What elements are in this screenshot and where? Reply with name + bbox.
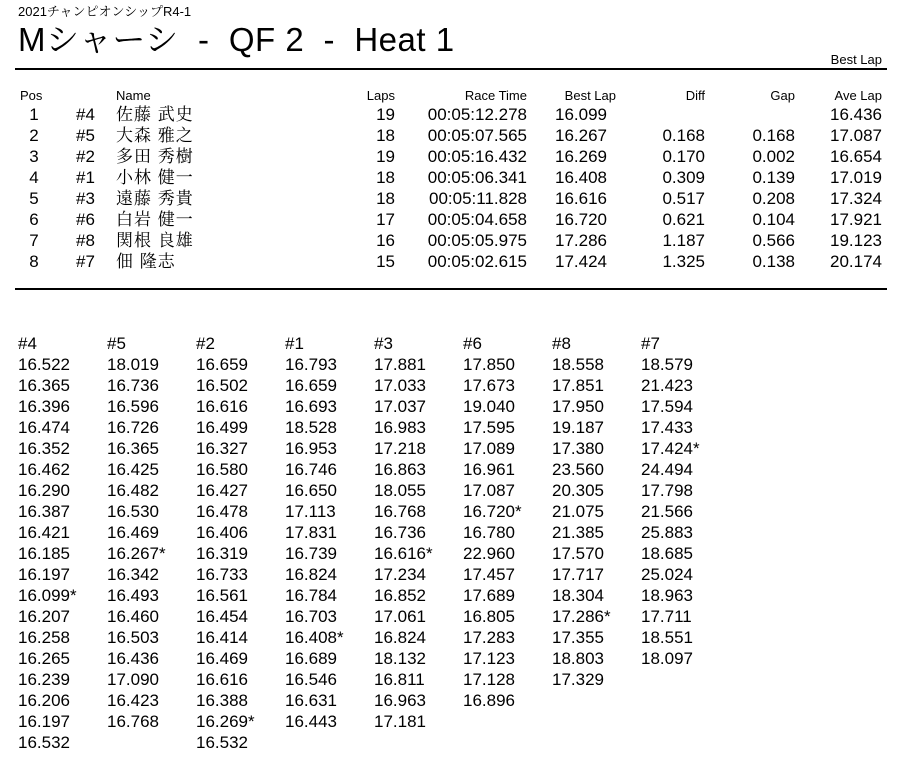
- lap-time: 16.720*: [463, 502, 522, 521]
- lap-time: 17.950: [552, 397, 604, 416]
- race-time: 00:05:04.658: [427, 210, 527, 229]
- lap-time: 17.594: [641, 397, 693, 416]
- lap-time: 16.768: [107, 712, 159, 731]
- driver-name: 関根 良雄: [116, 231, 194, 250]
- car-number: #2: [76, 147, 95, 166]
- col-header-ave-lap: Ave Lap: [834, 88, 882, 103]
- lap-time: 16.739: [285, 544, 337, 563]
- lap-time: 17.061: [374, 607, 426, 626]
- car-number: #8: [76, 231, 95, 250]
- lap-time: 16.650: [285, 481, 337, 500]
- lap-time: 16.408*: [285, 628, 344, 647]
- lap-time: 17.234: [374, 565, 426, 584]
- lap-time: 16.197: [18, 565, 70, 584]
- lap-time: 17.123: [463, 649, 515, 668]
- lap-time: 19.040: [463, 397, 515, 416]
- result-row: [0, 209, 900, 230]
- average-lap: 17.087: [830, 126, 882, 145]
- car-number: #7: [76, 252, 95, 271]
- lap-time: 17.128: [463, 670, 515, 689]
- best-lap: 16.269: [555, 147, 607, 166]
- lap-time: 16.852: [374, 586, 426, 605]
- diff: 0.168: [662, 126, 705, 145]
- lap-time: 16.265: [18, 649, 70, 668]
- result-row: [0, 167, 900, 188]
- lap-time: 16.478: [196, 502, 248, 521]
- lap-count: 18: [376, 168, 395, 187]
- lap-time: 17.798: [641, 481, 693, 500]
- driver-name: 白岩 健一: [116, 210, 194, 229]
- driver-name: 遠藤 秀貴: [116, 189, 194, 208]
- lap-time: 24.494: [641, 460, 693, 479]
- lap-time: 16.580: [196, 460, 248, 479]
- lap-time: 17.113: [285, 502, 336, 521]
- lap-times-column: [374, 333, 464, 732]
- lap-time: 17.087: [463, 481, 515, 500]
- lap-times-column: [552, 333, 642, 690]
- lap-count: 15: [376, 252, 395, 271]
- lap-time: 18.528: [285, 418, 337, 437]
- lap-column-car-number: #6: [463, 334, 482, 353]
- lap-time: 16.365: [107, 439, 159, 458]
- lap-time: 16.631: [285, 691, 337, 710]
- lap-time: 18.304: [552, 586, 604, 605]
- lap-time: 17.329: [552, 670, 604, 689]
- lap-time: 18.579: [641, 355, 693, 374]
- lap-time: 16.387: [18, 502, 70, 521]
- lap-time: 16.099*: [18, 586, 77, 605]
- lap-time: 16.406: [196, 523, 248, 542]
- col-header-gap: Gap: [770, 88, 795, 103]
- lap-time: 16.469: [107, 523, 159, 542]
- position: 2: [29, 126, 39, 145]
- lap-count: 18: [376, 189, 395, 208]
- lap-time: 18.055: [374, 481, 426, 500]
- lap-time: 18.803: [552, 649, 604, 668]
- result-row: [0, 188, 900, 209]
- lap-time: 16.824: [374, 628, 426, 647]
- position: 4: [29, 168, 39, 187]
- lap-time: 18.019: [107, 355, 159, 374]
- lap-time: 18.558: [552, 355, 604, 374]
- lap-time: 17.457: [463, 565, 515, 584]
- car-number: #5: [76, 126, 95, 145]
- lap-time: 16.784: [285, 586, 337, 605]
- lap-time: 17.850: [463, 355, 515, 374]
- diff: 1.187: [662, 231, 705, 250]
- lap-time: 18.097: [641, 649, 693, 668]
- lap-time: 16.963: [374, 691, 426, 710]
- lap-time: 16.436: [107, 649, 159, 668]
- position: 1: [29, 105, 39, 124]
- lap-time: 17.595: [463, 418, 515, 437]
- lap-time: 16.522: [18, 355, 70, 374]
- lap-time: 25.883: [641, 523, 693, 542]
- lap-time: 16.659: [196, 355, 248, 374]
- lap-time: 17.689: [463, 586, 515, 605]
- gap: 0.168: [752, 126, 795, 145]
- race-time: 00:05:06.341: [427, 168, 527, 187]
- col-header-laps: Laps: [366, 88, 395, 103]
- lap-count: 17: [376, 210, 395, 229]
- lap-time: 16.616: [196, 670, 248, 689]
- lap-time: 16.493: [107, 586, 159, 605]
- col-header-pos: Pos: [20, 88, 43, 103]
- lap-time: 16.443: [285, 712, 337, 731]
- lap-times-column: [463, 333, 553, 711]
- lap-time: 17.717: [552, 565, 604, 584]
- lap-time: 17.570: [552, 544, 604, 563]
- result-row: [0, 230, 900, 251]
- lap-time: 17.181: [374, 712, 426, 731]
- lap-times-column: [641, 333, 731, 669]
- lap-time: 16.983: [374, 418, 426, 437]
- lap-column-car-number: #2: [196, 334, 215, 353]
- lap-time: 19.187: [552, 418, 604, 437]
- diff: 0.170: [662, 147, 705, 166]
- lap-time: 16.197: [18, 712, 70, 731]
- lap-time: 16.207: [18, 607, 70, 626]
- lap-time: 17.380: [552, 439, 604, 458]
- lap-time: 16.689: [285, 649, 337, 668]
- lap-time: 23.560: [552, 460, 604, 479]
- lap-time: 21.075: [552, 502, 604, 521]
- lap-time: 17.433: [641, 418, 693, 437]
- best-lap: 16.616: [555, 189, 607, 208]
- best-lap-label: Best Lap: [830, 52, 882, 67]
- best-lap: 17.424: [555, 252, 607, 271]
- lap-time: 16.185: [18, 544, 70, 563]
- lap-time: 16.811: [374, 670, 425, 689]
- lap-time: 16.961: [463, 460, 515, 479]
- lap-time: 16.546: [285, 670, 337, 689]
- position: 5: [29, 189, 39, 208]
- lap-time: 16.319: [196, 544, 248, 563]
- lap-time: 16.425: [107, 460, 159, 479]
- gap: 0.566: [752, 231, 795, 250]
- lap-time: 16.206: [18, 691, 70, 710]
- position: 8: [29, 252, 39, 271]
- lap-column-car-number: #7: [641, 334, 660, 353]
- lap-time: 16.239: [18, 670, 70, 689]
- diff: 1.325: [662, 252, 705, 271]
- diff: 0.517: [662, 189, 705, 208]
- result-row: [0, 104, 900, 125]
- lap-time: 16.352: [18, 439, 70, 458]
- position: 3: [29, 147, 39, 166]
- lap-time: 16.365: [18, 376, 70, 395]
- race-time: 00:05:02.615: [427, 252, 527, 271]
- lap-column-car-number: #4: [18, 334, 37, 353]
- lap-time: 16.396: [18, 397, 70, 416]
- lap-time: 16.532: [196, 733, 248, 752]
- lap-time: 16.780: [463, 523, 515, 542]
- lap-time: 16.423: [107, 691, 159, 710]
- lap-time: 17.355: [552, 628, 604, 647]
- average-lap: 17.324: [830, 189, 882, 208]
- lap-time: 16.746: [285, 460, 337, 479]
- gap: 0.139: [752, 168, 795, 187]
- lap-time: 18.551: [641, 628, 693, 647]
- lap-time: 16.768: [374, 502, 426, 521]
- lap-count: 16: [376, 231, 395, 250]
- col-header-best-lap: Best Lap: [564, 88, 616, 103]
- lap-time: 16.427: [196, 481, 248, 500]
- lap-time: 16.736: [107, 376, 159, 395]
- lap-time: 21.423: [641, 376, 693, 395]
- average-lap: 17.921: [830, 210, 882, 229]
- lap-time: 16.561: [196, 586, 248, 605]
- best-lap: 16.408: [555, 168, 607, 187]
- lap-time: 17.286*: [552, 607, 611, 626]
- lap-time: 17.089: [463, 439, 515, 458]
- lap-time: 16.342: [107, 565, 159, 584]
- lap-time: 16.726: [107, 418, 159, 437]
- lap-time: 17.033: [374, 376, 426, 395]
- page-title: Mシャーシ - QF 2 - Heat 1: [18, 21, 455, 58]
- lap-time: 17.037: [374, 397, 426, 416]
- lap-time: 16.616: [196, 397, 248, 416]
- car-number: #6: [76, 210, 95, 229]
- diff: 0.309: [662, 168, 705, 187]
- header-divider: [15, 68, 887, 70]
- result-row: [0, 146, 900, 167]
- lap-time: 16.703: [285, 607, 337, 626]
- lap-time: 16.659: [285, 376, 337, 395]
- lap-time: 17.831: [285, 523, 337, 542]
- best-lap: 16.267: [555, 126, 607, 145]
- lap-column-car-number: #8: [552, 334, 571, 353]
- lap-time: 16.596: [107, 397, 159, 416]
- col-header-name: Name: [116, 88, 151, 103]
- gap: 0.002: [752, 147, 795, 166]
- lap-time: 16.482: [107, 481, 159, 500]
- lap-time: 16.267*: [107, 544, 166, 563]
- lap-time: 18.685: [641, 544, 693, 563]
- driver-name: 佃 隆志: [116, 252, 176, 271]
- diff: 0.621: [662, 210, 705, 229]
- lap-time: 17.218: [374, 439, 426, 458]
- lap-time: 17.881: [374, 355, 426, 374]
- lap-time: 16.269*: [196, 712, 255, 731]
- position: 6: [29, 210, 39, 229]
- lap-time: 16.421: [18, 523, 70, 542]
- lap-time: 16.824: [285, 565, 337, 584]
- lap-time: 17.283: [463, 628, 515, 647]
- lap-times-column: [107, 333, 197, 732]
- result-row: [0, 251, 900, 272]
- car-number: #3: [76, 189, 95, 208]
- event-subtitle: 2021チャンピオンシップR4-1: [18, 4, 192, 19]
- best-lap: 16.099: [555, 105, 607, 124]
- gap: 0.138: [752, 252, 795, 271]
- lap-time: 16.530: [107, 502, 159, 521]
- lap-count: 18: [376, 126, 395, 145]
- results-divider: [15, 288, 887, 290]
- lap-time: 17.424*: [641, 439, 700, 458]
- lap-column-car-number: #3: [374, 334, 393, 353]
- lap-column-car-number: #1: [285, 334, 304, 353]
- average-lap: 20.174: [830, 252, 882, 271]
- car-number: #4: [76, 105, 95, 124]
- lap-count: 19: [376, 147, 395, 166]
- race-time: 00:05:05.975: [427, 231, 527, 250]
- lap-time: 16.462: [18, 460, 70, 479]
- lap-time: 17.851: [552, 376, 604, 395]
- race-time: 00:05:16.432: [427, 147, 527, 166]
- driver-name: 多田 秀樹: [116, 147, 194, 166]
- average-lap: 16.654: [830, 147, 882, 166]
- lap-times-column: [196, 333, 286, 753]
- lap-time: 16.469: [196, 649, 248, 668]
- race-time: 00:05:11.828: [429, 189, 527, 208]
- lap-time: 17.711: [641, 607, 692, 626]
- lap-time: 16.327: [196, 439, 248, 458]
- gap: 0.104: [752, 210, 795, 229]
- lap-time: 16.388: [196, 691, 248, 710]
- lap-times-column: [285, 333, 375, 732]
- average-lap: 19.123: [830, 231, 882, 250]
- lap-time: 17.090: [107, 670, 159, 689]
- driver-name: 小林 健一: [116, 168, 194, 187]
- lap-time: 18.132: [374, 649, 426, 668]
- lap-times-column: [18, 333, 108, 753]
- lap-time: 18.963: [641, 586, 693, 605]
- lap-time: 20.305: [552, 481, 604, 500]
- driver-name: 佐藤 武史: [116, 105, 194, 124]
- col-header-diff: Diff: [685, 88, 705, 103]
- lap-time: 16.896: [463, 691, 515, 710]
- lap-time: 16.414: [196, 628, 248, 647]
- position: 7: [29, 231, 39, 250]
- best-lap: 16.720: [555, 210, 607, 229]
- car-number: #1: [76, 168, 95, 187]
- average-lap: 16.436: [830, 105, 882, 124]
- lap-time: 16.733: [196, 565, 248, 584]
- lap-time: 17.673: [463, 376, 515, 395]
- lap-time: 16.499: [196, 418, 248, 437]
- result-row: [0, 125, 900, 146]
- lap-time: 16.616*: [374, 544, 433, 563]
- lap-column-car-number: #5: [107, 334, 126, 353]
- lap-time: 16.502: [196, 376, 248, 395]
- race-time: 00:05:07.565: [427, 126, 527, 145]
- lap-time: 16.532: [18, 733, 70, 752]
- lap-time: 16.953: [285, 439, 337, 458]
- col-header-race-time: Race Time: [464, 88, 527, 103]
- gap: 0.208: [752, 189, 795, 208]
- lap-count: 19: [376, 105, 395, 124]
- lap-time: 16.474: [18, 418, 70, 437]
- lap-time: 16.805: [463, 607, 515, 626]
- lap-time: 16.258: [18, 628, 70, 647]
- lap-time: 21.566: [641, 502, 693, 521]
- lap-time: 21.385: [552, 523, 604, 542]
- lap-time: 16.454: [196, 607, 248, 626]
- lap-time: 16.793: [285, 355, 337, 374]
- best-lap: 17.286: [555, 231, 607, 250]
- lap-time: 16.460: [107, 607, 159, 626]
- driver-name: 大森 雅之: [116, 126, 194, 145]
- lap-time: 16.736: [374, 523, 426, 542]
- lap-time: 16.290: [18, 481, 70, 500]
- race-time: 00:05:12.278: [427, 105, 527, 124]
- results-header-row: [0, 88, 900, 103]
- lap-time: 16.863: [374, 460, 426, 479]
- lap-time: 22.960: [463, 544, 515, 563]
- lap-time: 25.024: [641, 565, 693, 584]
- lap-time: 16.503: [107, 628, 159, 647]
- average-lap: 17.019: [830, 168, 882, 187]
- lap-time: 16.693: [285, 397, 337, 416]
